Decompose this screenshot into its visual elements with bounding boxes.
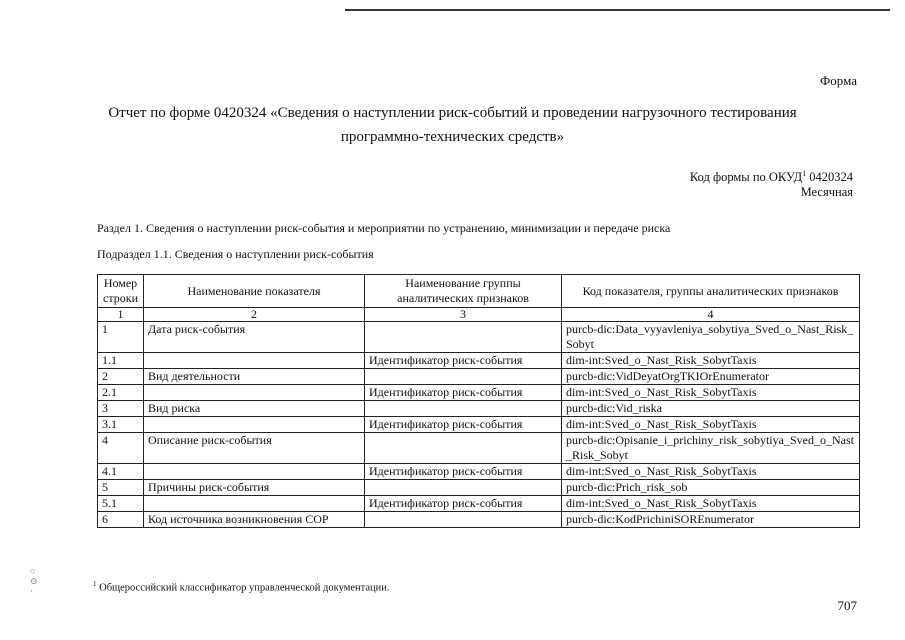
okud-block (690, 166, 853, 200)
cell-group-name (365, 369, 562, 385)
cell-code: dim-int:Sved_o_Nast_Risk_SobytTaxis (562, 417, 860, 433)
cell-row-number: 6 (98, 512, 144, 528)
cell-code: dim-int:Sved_o_Nast_Risk_SobytTaxis (562, 385, 860, 401)
table-row (98, 322, 860, 353)
cell-group-name: Идентификатор риск-события (365, 385, 562, 401)
cell-row-number: 2.1 (98, 385, 144, 401)
table-body (98, 322, 860, 528)
column-number: 2 (144, 308, 365, 322)
cell-code: purcb-dic:Opisanie_i_prichiny_risk_sobytiya_Sved_o_Nast_Risk_Sobyt (562, 433, 860, 464)
cell-row-number: 4.1 (98, 464, 144, 480)
cell-row-number: 1.1 (98, 353, 144, 369)
cell-indicator-name: Вид деятельности (144, 369, 365, 385)
header-code: Код показателя, группы аналитических признаков (562, 275, 860, 308)
cell-row-number: 5 (98, 480, 144, 496)
table-row (98, 512, 860, 528)
cell-group-name: Идентификатор риск-события (365, 464, 562, 480)
footnote-mark: 1 (93, 580, 97, 588)
cell-row-number: 5.1 (98, 496, 144, 512)
report-title (0, 101, 905, 149)
header-group-name: Наименование группы аналитических признаков (365, 275, 562, 308)
table-row (98, 496, 860, 512)
cell-indicator-name: Описание риск-события (144, 433, 365, 464)
indicators-table (97, 274, 860, 528)
cell-code: purcb-dic:Data_vyyavleniya_sobytiya_Sved_o_Nast_Risk_Sobyt (562, 322, 860, 353)
cell-group-name (365, 401, 562, 417)
cell-indicator-name (144, 353, 365, 369)
cell-indicator-name: Вид риска (144, 401, 365, 417)
cell-row-number: 4 (98, 433, 144, 464)
cell-group-name (365, 512, 562, 528)
cell-group-name (365, 480, 562, 496)
cell-indicator-name (144, 464, 365, 480)
column-number-row (98, 308, 860, 322)
periodicity: Месячная (800, 185, 853, 200)
cell-code: dim-int:Sved_o_Nast_Risk_SobytTaxis (562, 464, 860, 480)
cell-group-name: Идентификатор риск-события (365, 417, 562, 433)
table-row (98, 480, 860, 496)
cell-code: purcb-dic:VidDeyatOrgTKIOrEnumerator (562, 369, 860, 385)
cell-group-name: Идентификатор риск-события (365, 496, 562, 512)
cell-indicator-name (144, 496, 365, 512)
cell-group-name: Идентификатор риск-события (365, 353, 562, 369)
table-row (98, 385, 860, 401)
form-label: Форма (820, 73, 857, 88)
footnote (93, 580, 390, 594)
okud-code: 0420324 (806, 170, 853, 185)
table-row (98, 464, 860, 480)
cell-indicator-name: Код источника возникновения СОР (144, 512, 365, 528)
cell-indicator-name (144, 417, 365, 433)
cell-row-number: 3 (98, 401, 144, 417)
section-title: Раздел 1. Сведения о наступлении риск-события и мероприятии по устранению, минимизации и передаче риска (97, 221, 671, 235)
cell-indicator-name (144, 385, 365, 401)
column-number: 4 (562, 308, 860, 322)
cell-code: purcb-dic:Vid_riska (562, 401, 860, 417)
column-number: 3 (365, 308, 562, 322)
column-number: 1 (98, 308, 144, 322)
table-row (98, 401, 860, 417)
report-title-line-2: программно-технических средств» (340, 129, 565, 145)
cell-indicator-name: Причины риск-события (144, 480, 365, 496)
cell-indicator-name: Дата риск-события (144, 322, 365, 353)
subsection-title: Подраздел 1.1. Сведения о наступлении риск-события (97, 247, 374, 261)
cell-row-number: 2 (98, 369, 144, 385)
cell-group-name (365, 322, 562, 353)
cell-code: purcb-dic:Prich_risk_sob (562, 480, 860, 496)
table-row (98, 353, 860, 369)
table-row (98, 369, 860, 385)
report-title-line-1: Отчет по форме 0420324 «Сведения о наступлении риск-событий и проведении нагрузочного тестирования (108, 105, 797, 121)
okud-label: Код формы по ОКУД (689, 170, 803, 185)
cell-row-number: 1 (98, 322, 144, 353)
okud-footnote-ref: 1 (802, 169, 807, 178)
cell-code: purcb-dic:KodPrichiniSOREnumerator (562, 512, 860, 528)
cell-row-number: 3.1 (98, 417, 144, 433)
table-row (98, 417, 860, 433)
header-indicator-name: Наименование показателя (144, 275, 365, 308)
margin-stamp: ○ ⊙ · (30, 566, 38, 596)
cell-code: dim-int:Sved_o_Nast_Risk_SobytTaxis (562, 496, 860, 512)
footnote-text: Общероссийский классификатор управленческой документации. (96, 582, 390, 594)
table-row (98, 433, 860, 464)
okud-code-line (690, 166, 853, 185)
table-header-row (98, 275, 860, 308)
cell-group-name (365, 433, 562, 464)
header-row-number: Номер строки (98, 275, 144, 308)
top-rule (345, 9, 890, 11)
page-number: 707 (837, 598, 857, 613)
cell-code: dim-int:Sved_o_Nast_Risk_SobytTaxis (562, 353, 860, 369)
